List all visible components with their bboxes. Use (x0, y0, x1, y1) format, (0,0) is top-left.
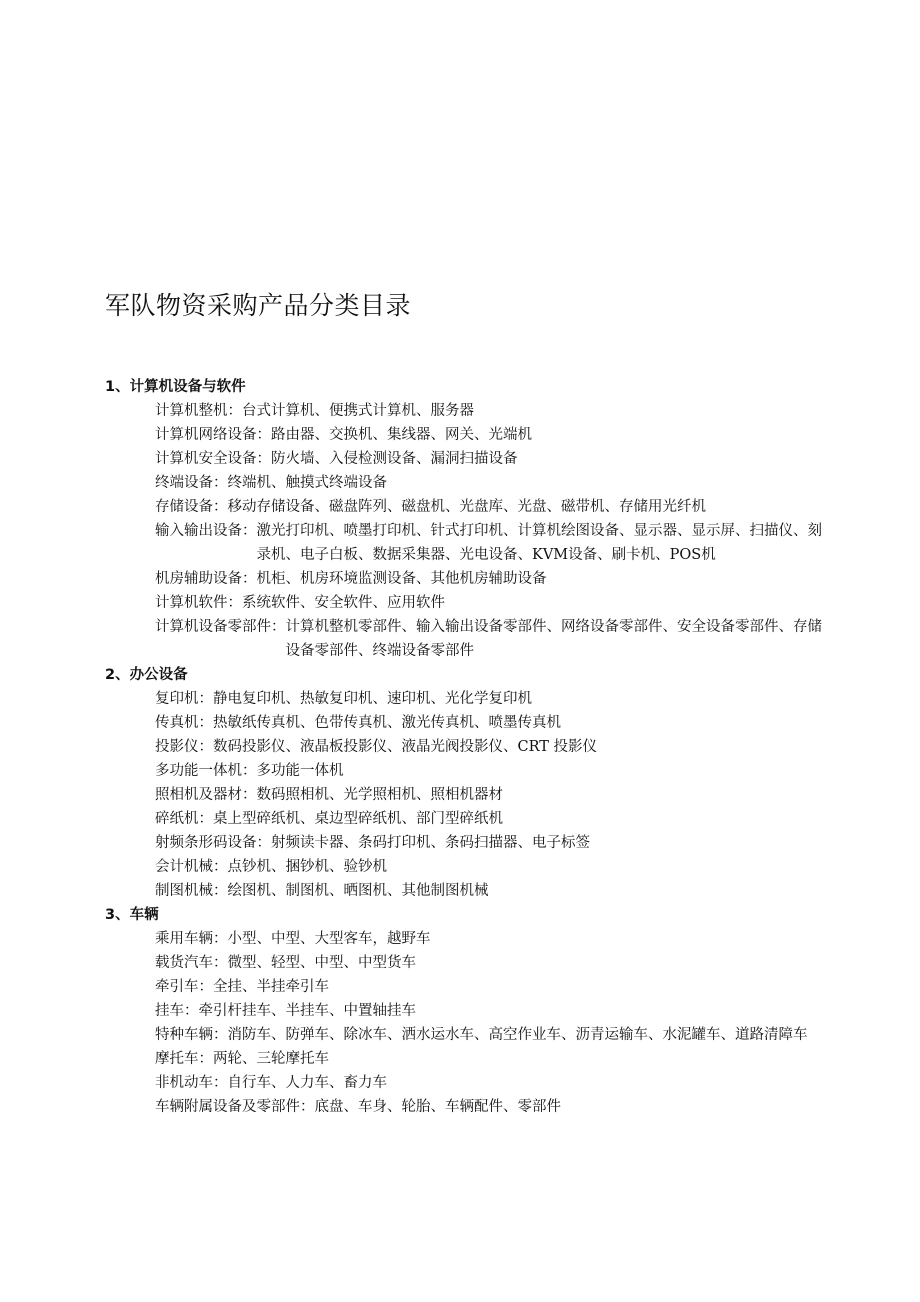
catalog-item (155, 975, 825, 999)
catalog-list (105, 375, 825, 1119)
item-label: 碎纸机： (155, 811, 213, 827)
catalog-item (155, 687, 825, 711)
item-label: 会计机械： (155, 859, 228, 875)
item-label: 投影仪： (155, 739, 213, 755)
catalog-item (155, 1095, 825, 1119)
item-value: 消防车、防弹车、除冰车、洒水运水车、高空作业车、沥青运输车、水泥罐车、道路清障车 (227, 1027, 808, 1043)
item-label: 输入输出设备： (155, 523, 257, 539)
item-value: 小型、中型、大型客车，越野车 (227, 931, 431, 947)
item-label: 计算机软件： (155, 595, 242, 611)
section-heading: 3、车辆 (105, 907, 159, 923)
item-label: 制图机械： (155, 883, 228, 899)
section-vehicles (105, 903, 825, 1119)
catalog-item (155, 591, 825, 615)
catalog-item (155, 711, 825, 735)
item-value: 计算机整机零部件、输入输出设备零部件、网络设备零部件、安全设备零部件、存储设备零部件、终端设备零部件 (285, 619, 822, 659)
item-value: 数码投影仪、液晶板投影仪、液晶光阀投影仪、CRT 投影仪 (213, 739, 598, 755)
catalog-item (155, 615, 825, 663)
item-value: 移动存储设备、磁盘阵列、磁盘机、光盘库、光盘、磁带机、存储用光纤机 (227, 499, 706, 515)
item-value: 底盘、车身、轮胎、车辆配件、零部件 (314, 1099, 561, 1115)
item-value: 全挂、半挂牵引车 (213, 979, 329, 995)
item-value: 微型、轻型、中型、中型货车 (227, 955, 416, 971)
item-value: 热敏纸传真机、色带传真机、激光传真机、喷墨传真机 (213, 715, 561, 731)
item-label: 多功能一体机： (155, 763, 257, 779)
item-label: 照相机及器材： (155, 787, 257, 803)
item-value: 机柜、机房环境监测设备、其他机房辅助设备 (256, 571, 547, 587)
catalog-item (155, 423, 825, 447)
item-label: 计算机设备零部件： (155, 619, 286, 635)
catalog-item (155, 471, 825, 495)
catalog-item (155, 399, 825, 423)
item-label: 摩托车： (155, 1051, 213, 1067)
item-label: 终端设备： (155, 475, 228, 491)
item-label: 载货汽车： (155, 955, 228, 971)
item-value: 数码照相机、光学照相机、照相机器材 (256, 787, 503, 803)
item-label: 计算机安全设备： (155, 451, 271, 467)
catalog-item (155, 447, 825, 471)
item-value: 绘图机、制图机、晒图机、其他制图机械 (227, 883, 489, 899)
catalog-item (155, 495, 825, 519)
catalog-item (155, 999, 825, 1023)
catalog-item (155, 783, 825, 807)
section-heading: 1、计算机设备与软件 (105, 379, 246, 395)
item-label: 计算机整机： (155, 403, 242, 419)
section-heading: 2、办公设备 (105, 667, 188, 683)
catalog-item (155, 519, 825, 567)
item-value: 路由器、交换机、集线器、网关、光端机 (271, 427, 532, 443)
catalog-item (155, 1047, 825, 1071)
catalog-item (155, 759, 825, 783)
catalog-item (155, 831, 825, 855)
catalog-item (155, 807, 825, 831)
item-value: 两轮、三轮摩托车 (213, 1051, 329, 1067)
item-label: 存储设备： (155, 499, 228, 515)
item-label: 牵引车： (155, 979, 213, 995)
catalog-item (155, 1071, 825, 1095)
catalog-item (155, 927, 825, 951)
document-title: 军队物资采购产品分类目录 (105, 291, 412, 320)
item-label: 射频条形码设备： (155, 835, 271, 851)
item-label: 非机动车： (155, 1075, 228, 1091)
item-label: 机房辅助设备： (155, 571, 257, 587)
item-label: 挂车： (155, 1003, 199, 1019)
item-value: 多功能一体机 (256, 763, 344, 779)
item-value: 激光打印机、喷墨打印机、针式打印机、计算机绘图设备、显示器、显示屏、扫描仪、刻录机、电子白板、数据采集器、光电设备、KVM设备、刷卡机、POS机 (256, 523, 822, 563)
item-value: 射频读卡器、条码打印机、条码扫描器、电子标签 (271, 835, 590, 851)
item-label: 车辆附属设备及零部件： (155, 1099, 315, 1115)
catalog-item (155, 855, 825, 879)
item-value: 台式计算机、便携式计算机、服务器 (242, 403, 474, 419)
item-value: 桌上型碎纸机、桌边型碎纸机、部门型碎纸机 (213, 811, 503, 827)
catalog-item (155, 567, 825, 591)
item-label: 传真机： (155, 715, 213, 731)
catalog-item (155, 1023, 825, 1047)
item-value: 自行车、人力车、畜力车 (227, 1075, 387, 1091)
item-value: 静电复印机、热敏复印机、速印机、光化学复印机 (213, 691, 532, 707)
item-value: 牵引杆挂车、半挂车、中置轴挂车 (198, 1003, 416, 1019)
item-value: 防火墙、入侵检测设备、漏洞扫描设备 (271, 451, 518, 467)
item-value: 系统软件、安全软件、应用软件 (242, 595, 445, 611)
item-label: 乘用车辆： (155, 931, 228, 947)
catalog-item (155, 735, 825, 759)
item-value: 终端机、触摸式终端设备 (227, 475, 387, 491)
item-label: 计算机网络设备： (155, 427, 271, 443)
section-computer-equipment (105, 375, 825, 663)
catalog-item (155, 951, 825, 975)
item-label: 复印机： (155, 691, 213, 707)
catalog-item (155, 879, 825, 903)
item-value: 点钞机、捆钞机、验钞机 (227, 859, 387, 875)
section-office-equipment (105, 663, 825, 903)
item-label: 特种车辆： (155, 1027, 228, 1043)
